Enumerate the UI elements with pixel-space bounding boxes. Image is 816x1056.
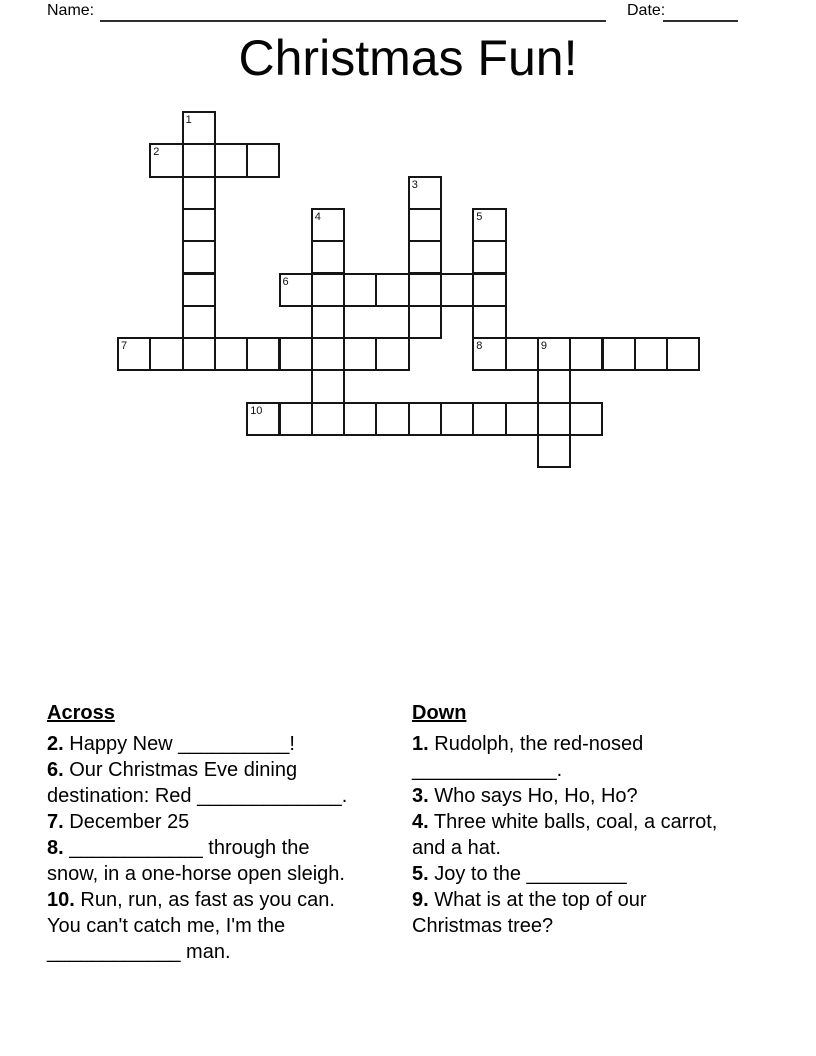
across-clue-list [47,731,359,965]
grid-cell[interactable] [408,208,442,242]
cell-number: 3 [411,178,418,191]
cell-number: 1 [185,114,192,126]
grid-cell[interactable] [408,402,442,436]
cell-number: 7 [121,340,128,353]
clue-item [412,809,724,861]
grid-cell[interactable] [408,273,442,307]
grid-cell[interactable] [472,240,506,274]
cell-number: 9 [540,340,548,353]
grid-cell[interactable] [343,402,377,436]
clue-text: Joy to the _________ [434,863,627,885]
across-clues-section [47,700,359,965]
grid-cell[interactable] [505,402,539,436]
grid-cell[interactable] [214,337,248,371]
down-heading: Down [412,702,467,724]
down-clues-section [412,700,724,939]
grid-cell[interactable] [311,240,345,274]
grid-cell[interactable] [569,402,603,436]
grid-cell[interactable] [182,176,216,210]
clue-number: 3. [412,785,429,807]
clue-text: What is at the top of our Christmas tree? [412,889,647,937]
clue-text: December 25 [69,811,190,833]
grid-cell[interactable] [246,337,280,371]
grid-cell[interactable] [375,273,409,307]
grid-cell[interactable] [537,369,571,403]
grid-cell[interactable] [440,273,474,307]
grid-cell[interactable] [343,337,377,371]
clue-number: 1. [412,733,429,755]
grid-cell[interactable] [343,273,377,307]
clue-number: 6. [47,759,64,781]
cell-number: 2 [153,146,160,159]
grid-cell[interactable] [440,402,474,436]
grid-cell[interactable] [311,305,345,339]
clue-text: Who says Ho, Ho, Ho? [434,785,638,807]
grid-cell[interactable] [246,143,280,177]
clue-item [412,731,724,783]
clue-item [47,887,359,965]
grid-cell[interactable] [408,240,442,274]
cell-number: 10 [250,404,263,417]
grid-cell[interactable] [666,337,700,371]
grid-cell[interactable] [537,434,571,468]
down-clue-list [412,731,724,939]
grid-cell[interactable] [472,305,506,339]
grid-cell[interactable] [311,369,345,403]
grid-cell[interactable] [182,337,216,371]
grid-cell[interactable] [311,402,345,436]
clue-item [47,809,359,835]
grid-cell[interactable] [602,337,636,371]
grid-cell[interactable] [182,143,216,177]
clue-text: ____________ through the snow, in a one-horse open sleigh. [47,837,345,885]
cell-number: 4 [314,210,321,223]
clue-number: 7. [47,811,64,833]
clue-number: 10. [47,889,75,911]
grid-cell[interactable] [182,240,216,274]
grid-cell[interactable] [472,273,506,307]
clue-item [47,835,359,887]
cell-number: 8 [476,340,483,353]
grid-cell[interactable] [505,337,539,371]
clue-number: 8. [47,837,64,859]
clue-text: Rudolph, the red-nosed _____________. [412,733,644,781]
name-write-line[interactable] [100,3,606,22]
grid-cell[interactable] [408,305,442,339]
grid-cell[interactable] [375,402,409,436]
grid-cell[interactable] [472,402,506,436]
clue-number: 5. [412,863,429,885]
grid-cell[interactable] [214,143,248,177]
grid-cell[interactable] [311,273,345,307]
date-write-line[interactable] [663,3,738,22]
date-label: Date: [627,2,666,19]
clue-item [412,887,724,939]
clue-text: Happy New __________! [69,733,295,755]
grid-cell[interactable] [182,208,216,242]
clue-number: 9. [412,889,429,911]
clue-item [47,731,359,757]
grid-cell[interactable] [569,337,603,371]
clue-text: Three white balls, coal, a carrot, and a hat. [412,811,718,859]
clue-item [412,861,724,887]
grid-cell[interactable] [279,337,313,371]
grid-cell[interactable] [182,273,216,307]
grid-cell[interactable] [149,337,183,371]
name-label: Name: [47,2,95,19]
cell-number: 6 [282,275,289,288]
clue-text: Run, run, as fast as you can. You can't catch me, I'm the ____________ man. [47,889,335,963]
puzzle-title: Christmas Fun! [238,30,578,86]
grid-cell[interactable] [634,337,668,371]
clue-item [47,757,359,809]
cell-number: 5 [476,210,483,223]
clue-text: Our Christmas Eve dining destination: Red _____________. [47,759,348,807]
grid-cell[interactable] [279,402,313,436]
clue-number: 4. [412,811,429,833]
grid-cell[interactable] [311,337,345,371]
clue-number: 2. [47,733,64,755]
grid-cell[interactable] [182,305,216,339]
grid-cell[interactable] [537,402,571,436]
across-heading: Across [47,702,115,724]
grid-cell[interactable] [375,337,409,371]
clue-item [412,783,724,809]
